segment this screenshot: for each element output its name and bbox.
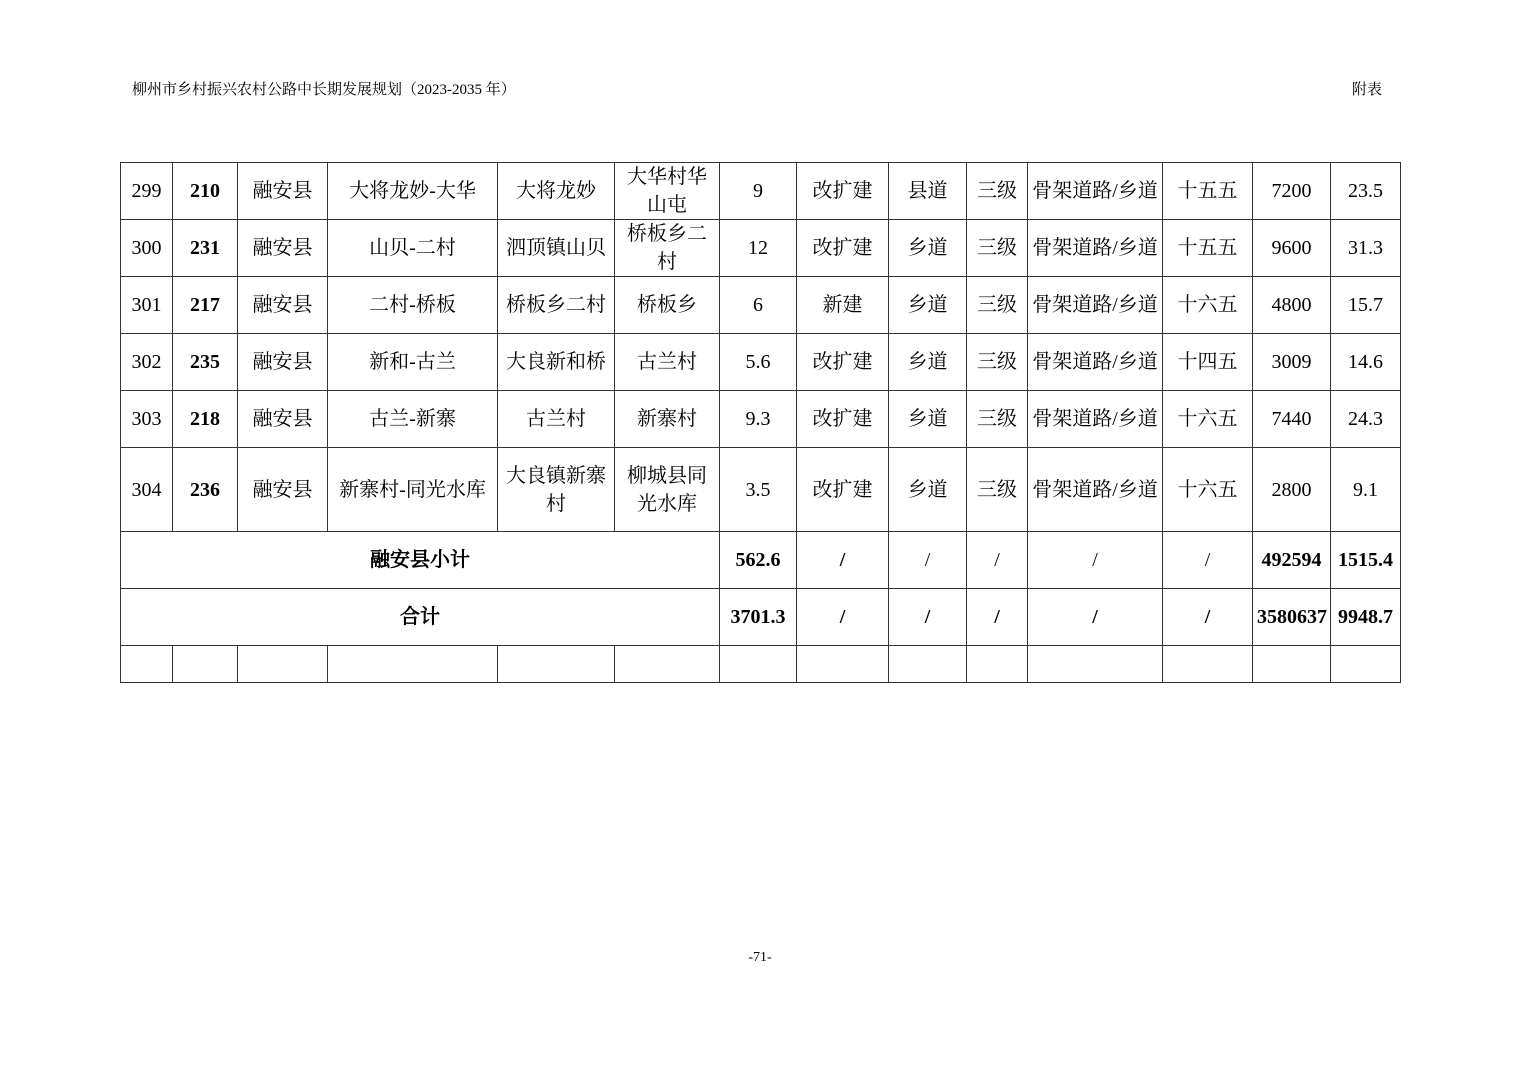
row-index-cell: 300: [121, 220, 173, 277]
admin-level-cell: 乡道: [889, 220, 967, 277]
start-point-cell: 大良镇新寨村: [498, 448, 615, 532]
start-point-cell: 大将龙妙: [498, 163, 615, 220]
road-name-cell: 古兰-新寨: [328, 391, 498, 448]
empty-cell: [720, 646, 797, 683]
table-row: [121, 334, 1401, 391]
county-cell: 融安县: [238, 163, 328, 220]
empty-cell: [121, 646, 173, 683]
length-cell: 12: [720, 220, 797, 277]
empty-cell: [173, 646, 238, 683]
total-value: 9948.7: [1331, 589, 1401, 646]
empty-row: [121, 646, 1401, 683]
county-cell: 融安县: [238, 220, 328, 277]
empty-cell: [1163, 646, 1253, 683]
plan-period-cell: 十六五: [1163, 277, 1253, 334]
empty-cell: [967, 646, 1028, 683]
plan-period-cell: 十五五: [1163, 163, 1253, 220]
admin-level-cell: 县道: [889, 163, 967, 220]
tech-grade-cell: 三级: [967, 220, 1028, 277]
total-cell: /: [1163, 589, 1253, 646]
subtotal-cell: /: [1163, 532, 1253, 589]
table-row: [121, 220, 1401, 277]
county-cell: 融安县: [238, 448, 328, 532]
empty-cell: [238, 646, 328, 683]
investment-cell: 3009: [1253, 334, 1331, 391]
construction-type-cell: 改扩建: [797, 220, 889, 277]
end-point-cell: 桥板乡: [615, 277, 720, 334]
length-cell: 5.6: [720, 334, 797, 391]
admin-level-cell: 乡道: [889, 277, 967, 334]
construction-type-cell: 改扩建: [797, 163, 889, 220]
road-name-cell: 大将龙妙-大华: [328, 163, 498, 220]
value-cell: 23.5: [1331, 163, 1401, 220]
subtotal-cell: /: [1028, 532, 1163, 589]
investment-cell: 7200: [1253, 163, 1331, 220]
end-point-cell: 新寨村: [615, 391, 720, 448]
investment-cell: 7440: [1253, 391, 1331, 448]
road-name-cell: 二村-桥板: [328, 277, 498, 334]
table-row: [121, 391, 1401, 448]
construction-type-cell: 改扩建: [797, 334, 889, 391]
subtotal-length: 562.6: [720, 532, 797, 589]
road-code-cell: 218: [173, 391, 238, 448]
county-cell: 融安县: [238, 334, 328, 391]
document-title: 柳州市乡村振兴农村公路中长期发展规划（2023-2035 年）: [132, 82, 516, 98]
function-cell: 骨架道路/乡道: [1028, 220, 1163, 277]
subtotal-label: 融安县小计: [121, 532, 720, 589]
value-cell: 15.7: [1331, 277, 1401, 334]
row-index-cell: 302: [121, 334, 173, 391]
plan-period-cell: 十四五: [1163, 334, 1253, 391]
county-cell: 融安县: [238, 391, 328, 448]
row-index-cell: 304: [121, 448, 173, 532]
subtotal-cell: /: [889, 532, 967, 589]
road-name-cell: 新和-古兰: [328, 334, 498, 391]
tech-grade-cell: 三级: [967, 277, 1028, 334]
construction-type-cell: 改扩建: [797, 448, 889, 532]
construction-type-cell: 改扩建: [797, 391, 889, 448]
plan-period-cell: 十五五: [1163, 220, 1253, 277]
value-cell: 14.6: [1331, 334, 1401, 391]
total-row: [121, 589, 1401, 646]
total-investment: 3580637: [1253, 589, 1331, 646]
plan-period-cell: 十六五: [1163, 448, 1253, 532]
start-point-cell: 大良新和桥: [498, 334, 615, 391]
road-code-cell: 217: [173, 277, 238, 334]
empty-cell: [615, 646, 720, 683]
length-cell: 9.3: [720, 391, 797, 448]
total-cell: /: [967, 589, 1028, 646]
end-point-cell: 柳城县同光水库: [615, 448, 720, 532]
empty-cell: [498, 646, 615, 683]
subtotal-value: 1515.4: [1331, 532, 1401, 589]
function-cell: 骨架道路/乡道: [1028, 277, 1163, 334]
end-point-cell: 桥板乡二村: [615, 220, 720, 277]
function-cell: 骨架道路/乡道: [1028, 334, 1163, 391]
appendix-label: 附表: [1351, 82, 1382, 98]
road-code-cell: 235: [173, 334, 238, 391]
value-cell: 31.3: [1331, 220, 1401, 277]
empty-cell: [1028, 646, 1163, 683]
investment-cell: 2800: [1253, 448, 1331, 532]
function-cell: 骨架道路/乡道: [1028, 163, 1163, 220]
investment-cell: 9600: [1253, 220, 1331, 277]
value-cell: 24.3: [1331, 391, 1401, 448]
admin-level-cell: 乡道: [889, 448, 967, 532]
road-code-cell: 236: [173, 448, 238, 532]
empty-cell: [1253, 646, 1331, 683]
subtotal-row: [121, 532, 1401, 589]
investment-cell: 4800: [1253, 277, 1331, 334]
row-index-cell: 299: [121, 163, 173, 220]
function-cell: 骨架道路/乡道: [1028, 391, 1163, 448]
total-label: 合计: [121, 589, 720, 646]
subtotal-cell: /: [967, 532, 1028, 589]
empty-cell: [328, 646, 498, 683]
county-cell: 融安县: [238, 277, 328, 334]
road-plan-table: [120, 162, 1401, 683]
value-cell: 9.1: [1331, 448, 1401, 532]
road-name-cell: 山贝-二村: [328, 220, 498, 277]
subtotal-cell: /: [797, 532, 889, 589]
road-name-cell: 新寨村-同光水库: [328, 448, 498, 532]
total-cell: /: [1028, 589, 1163, 646]
subtotal-investment: 492594: [1253, 532, 1331, 589]
end-point-cell: 古兰村: [615, 334, 720, 391]
table-row: [121, 277, 1401, 334]
row-index-cell: 303: [121, 391, 173, 448]
end-point-cell: 大华村华山屯: [615, 163, 720, 220]
total-length: 3701.3: [720, 589, 797, 646]
tech-grade-cell: 三级: [967, 163, 1028, 220]
admin-level-cell: 乡道: [889, 391, 967, 448]
start-point-cell: 桥板乡二村: [498, 277, 615, 334]
road-code-cell: 210: [173, 163, 238, 220]
function-cell: 骨架道路/乡道: [1028, 448, 1163, 532]
page-number: -71-: [748, 950, 772, 965]
tech-grade-cell: 三级: [967, 334, 1028, 391]
empty-cell: [889, 646, 967, 683]
row-index-cell: 301: [121, 277, 173, 334]
length-cell: 6: [720, 277, 797, 334]
start-point-cell: 泗顶镇山贝: [498, 220, 615, 277]
table-row: [121, 163, 1401, 220]
tech-grade-cell: 三级: [967, 448, 1028, 532]
construction-type-cell: 新建: [797, 277, 889, 334]
plan-period-cell: 十六五: [1163, 391, 1253, 448]
length-cell: 9: [720, 163, 797, 220]
length-cell: 3.5: [720, 448, 797, 532]
start-point-cell: 古兰村: [498, 391, 615, 448]
total-cell: /: [889, 589, 967, 646]
road-code-cell: 231: [173, 220, 238, 277]
admin-level-cell: 乡道: [889, 334, 967, 391]
empty-cell: [797, 646, 889, 683]
table-row: [121, 448, 1401, 532]
empty-cell: [1331, 646, 1401, 683]
tech-grade-cell: 三级: [967, 391, 1028, 448]
total-cell: /: [797, 589, 889, 646]
